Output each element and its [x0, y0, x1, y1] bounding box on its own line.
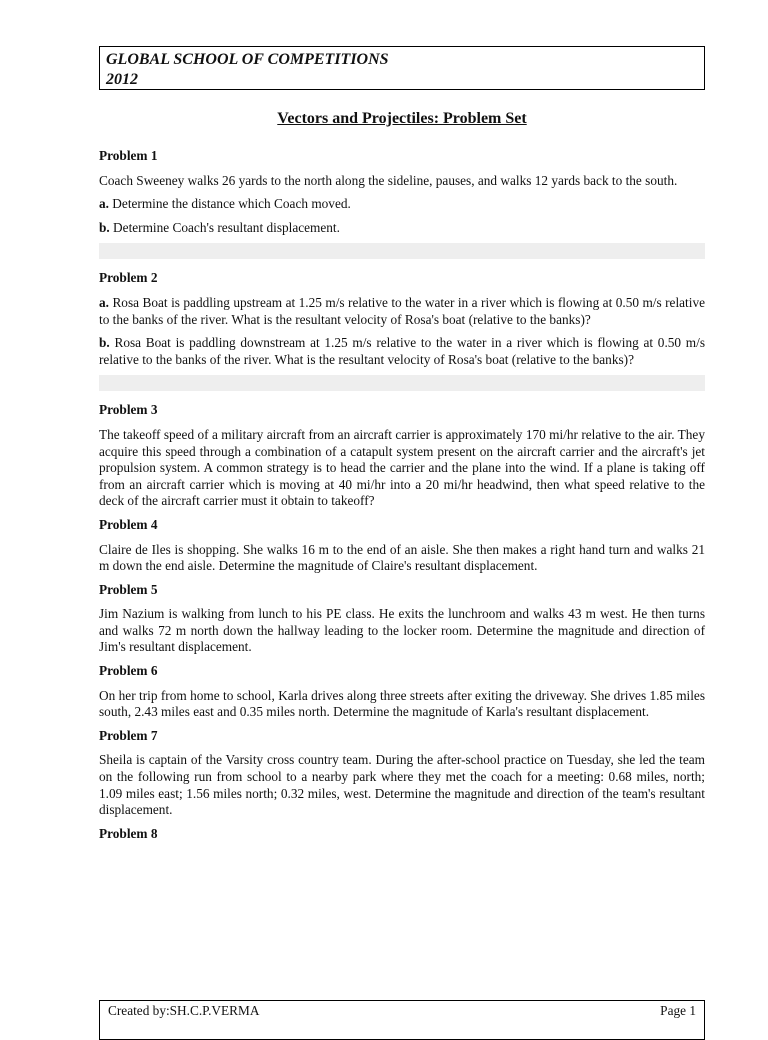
problem-heading: Problem 3 — [99, 402, 158, 418]
problem-heading: Problem 6 — [99, 663, 158, 679]
problem-part — [99, 220, 705, 237]
separator-bar — [99, 375, 705, 391]
part-label: b. — [99, 335, 110, 351]
part-label: b. — [99, 219, 110, 235]
problem-part — [99, 335, 705, 368]
page-title: Vectors and Projectiles: Problem Set — [277, 110, 527, 127]
problem-text: Claire de Iles is shopping. She walks 16 m to the end of an aisle. She then makes a right hand turn and walks 21 m down the end aisle. Determine the magnitude of Claire's resultant displacement. — [99, 541, 705, 574]
problem-text: Coach Sweeney walks 26 yards to the north along the sideline, pauses, and walks 12 yards back to the south. — [99, 172, 678, 188]
problem-part — [99, 295, 705, 328]
part-label: a. — [99, 294, 109, 310]
separator-bar — [99, 243, 705, 259]
problem-2 — [99, 270, 705, 368]
problem-text: Jim Nazium is walking from lunch to his PE class. He exits the lunchroom and walks 43 m west. He then turns and walks 72 m north down the hallway leading to the locker room. Determine the magnitude and direction of Jim's resultant displacement. — [99, 606, 705, 655]
footer-page-number: Page 1 — [660, 1003, 696, 1018]
problem-text: Sheila is captain of the Varsity cross country team. During the after-school practice on Tuesday, she led the team on the following run from school to a nearby park where they met the coach for a meeting: 0.68 miles, north; 1.09 miles east; 1.56 miles north; 0.32 miles, west. Determine the magnitude and direction of the team's resultant displacement. — [99, 752, 705, 818]
problem-heading: Problem 7 — [99, 727, 158, 743]
problem-heading: Problem 5 — [99, 581, 158, 597]
part-text: Determine the distance which Coach moved. — [108, 196, 351, 212]
part-text: Determine Coach's resultant displacement. — [109, 219, 340, 235]
problem-part — [99, 196, 705, 213]
problem-7 — [99, 728, 705, 819]
problem-5 — [99, 582, 705, 656]
header-box — [99, 46, 705, 90]
problem-heading: Problem 1 — [99, 148, 158, 163]
problem-heading: Problem 8 — [99, 825, 158, 841]
problem-text: On her trip from home to school, Karla drives along three streets after exiting the driveway. She drives 1.85 miles south, 2.43 miles east and 0.35 miles north. Determine the magnitude of Karla's resultant displacement. — [99, 687, 705, 720]
problem-1 — [99, 148, 705, 236]
problem-6 — [99, 663, 705, 721]
problem-4 — [99, 517, 705, 575]
school-name: GLOBAL SCHOOL OF COMPETITIONS — [106, 51, 389, 68]
part-text: Rosa Boat is paddling downstream at 1.25 m/s relative to the water in a river which is flowing at 0.50 m/s relative to the banks of the river. What is the resultant velocity of Rosa's boat (relative to the banks)? — [99, 335, 705, 367]
problem-set — [99, 148, 705, 850]
footer-box — [99, 1000, 705, 1040]
problem-text: The takeoff speed of a military aircraft from an aircraft carrier is approximately 170 mi/hr relative to the air. They acquire this speed through a combination of a catapult system present on the aircraft carrier and the aircraft's jet propulsion system. A common strategy is to head the carrier and the plane into the wind. If a plane is taking off from an aircraft carrier which is moving at 40 mi/hr into a 20 mi/hr headwind, then what speed relative to the deck of the aircraft carrier must it obtain to takeoff? — [99, 426, 705, 509]
problem-8 — [99, 826, 705, 843]
problem-3 — [99, 402, 705, 510]
school-year: 2012 — [106, 71, 138, 88]
part-text: Rosa Boat is paddling upstream at 1.25 m/s relative to the water in a river which is flowing at 0.50 m/s relative to the banks of the river. What is the resultant velocity of Rosa's boat (relative to the banks)? — [99, 294, 705, 327]
problem-heading: Problem 2 — [99, 270, 158, 286]
footer-author: Created by:SH.C.P.VERMA — [108, 1003, 260, 1018]
part-label: a. — [99, 196, 109, 212]
problem-heading: Problem 4 — [99, 516, 158, 532]
